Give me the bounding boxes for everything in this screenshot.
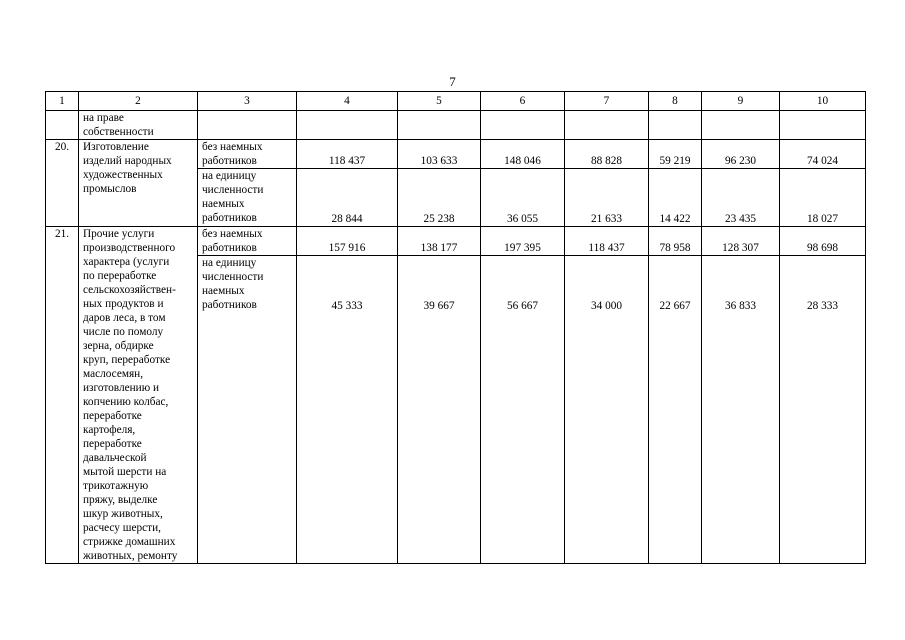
value-text: 39 667: [423, 300, 455, 312]
value-cell: 103 633: [398, 140, 481, 169]
column-number: 5: [398, 92, 481, 111]
column-number: 10: [780, 92, 866, 111]
value-cell: 59 219: [649, 140, 702, 169]
value-cell: [702, 256, 780, 564]
column-number: 3: [198, 92, 297, 111]
value-text: 45 333: [331, 300, 363, 312]
empty-cell: [481, 111, 565, 140]
value-cell: 118 437: [297, 140, 398, 169]
category-label: без наемных работников: [202, 228, 263, 254]
tariff-table: [45, 91, 866, 564]
value-cell: 118 437: [565, 227, 649, 256]
value-cell: 14 422: [649, 169, 702, 227]
value-cell: 98 698: [780, 227, 866, 256]
category-cell: [198, 256, 297, 564]
category-label: на единицу численности наемных работников: [202, 257, 264, 311]
value-cell: 128 307: [702, 227, 780, 256]
row-index: 20.: [46, 140, 79, 227]
value-text: 28 333: [806, 300, 839, 312]
empty-cell: [702, 111, 780, 140]
empty-cell: [398, 111, 481, 140]
table-row-continued: [46, 111, 866, 140]
column-number-row: [46, 92, 866, 111]
value-cell: [565, 256, 649, 564]
value-cell: 23 435: [702, 169, 780, 227]
value-cell: 96 230: [702, 140, 780, 169]
empty-cell: [565, 111, 649, 140]
value-cell: [481, 256, 565, 564]
value-text: 56 667: [506, 300, 539, 312]
service-name-cell: [79, 227, 198, 564]
service-name: на праве собственности: [83, 112, 154, 138]
empty-cell: [198, 111, 297, 140]
page-number: 7: [449, 74, 456, 89]
service-name: Изготовление изделий народных художественных промыслов: [83, 141, 172, 195]
service-name: Прочие услуги производственного характера (услуги по переработке сельскохозяйствен- ных продуктов и даров леса, в том числе по помолу зерна, обдирке круп, переработке маслосемян, изготовлению и копчению колбас, переработке картофеля, переработке давальческой мытой шерсти на трикотажную пряжу, выделке шкур животных, расчесу шерсти, стрижке домашних животных, ремонту: [83, 228, 178, 562]
row-index: 21.: [46, 227, 79, 564]
value-text: 34 000: [590, 300, 623, 312]
value-cell: [780, 256, 866, 564]
value-cell: 18 027: [780, 169, 866, 227]
table-row-20-sub1: [46, 140, 866, 169]
value-text: 22 667: [659, 300, 691, 312]
column-number: 8: [649, 92, 702, 111]
column-number: 6: [481, 92, 565, 111]
category-label: без наемных работников: [202, 141, 263, 167]
category-label: на единицу численности наемных работников: [202, 170, 264, 224]
value-cell: 148 046: [481, 140, 565, 169]
category-cell: [198, 169, 297, 227]
value-cell: [649, 256, 702, 564]
column-number: 7: [565, 92, 649, 111]
value-cell: 25 238: [398, 169, 481, 227]
service-name-cell: [79, 111, 198, 140]
column-number: 9: [702, 92, 780, 111]
empty-cell: [780, 111, 866, 140]
column-number: 4: [297, 92, 398, 111]
value-cell: 157 916: [297, 227, 398, 256]
value-cell: 36 055: [481, 169, 565, 227]
value-text: 36 833: [724, 300, 757, 312]
column-number: 1: [46, 92, 79, 111]
value-cell: 78 958: [649, 227, 702, 256]
service-name-cell: [79, 140, 198, 227]
value-cell: 197 395: [481, 227, 565, 256]
value-cell: 74 024: [780, 140, 866, 169]
category-cell: [198, 140, 297, 169]
value-cell: 21 633: [565, 169, 649, 227]
value-cell: 138 177: [398, 227, 481, 256]
value-cell: 88 828: [565, 140, 649, 169]
table-row-21-sub1: [46, 227, 866, 256]
row-index-cell: [46, 111, 79, 140]
empty-cell: [297, 111, 398, 140]
empty-cell: [649, 111, 702, 140]
value-cell: [297, 256, 398, 564]
column-number: 2: [79, 92, 198, 111]
value-cell: 28 844: [297, 169, 398, 227]
category-cell: [198, 227, 297, 256]
value-cell: [398, 256, 481, 564]
